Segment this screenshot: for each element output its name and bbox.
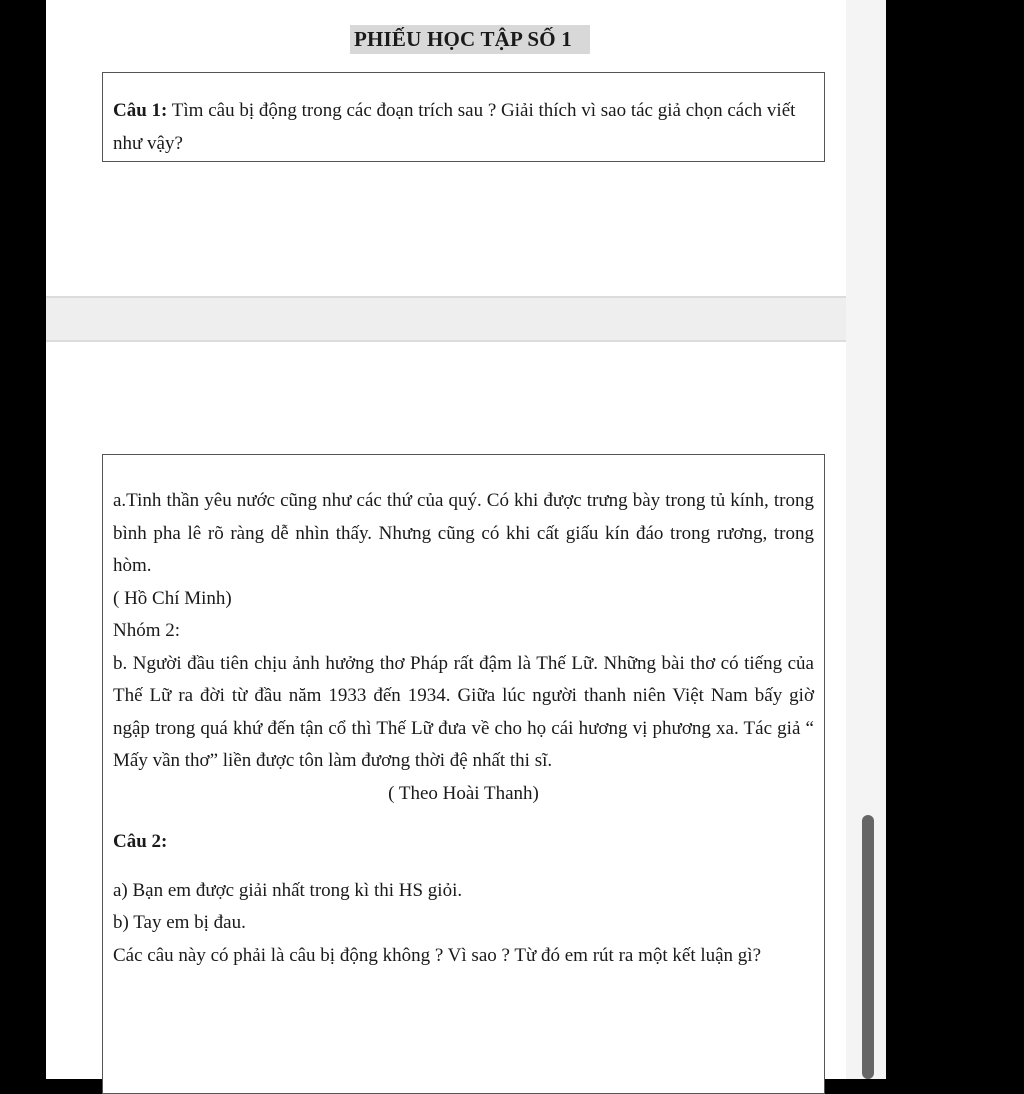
question-2-sentence-b: b) Tay em bị đau.: [113, 912, 246, 933]
question-2-sentence-a: a) Bạn em được giải nhất trong kì thi HS giỏi.: [113, 879, 463, 901]
question-2-heading: [113, 826, 814, 859]
passages-box: [102, 454, 825, 1094]
group-label: Nhóm 2:: [113, 620, 181, 641]
question-2-label: Câu 2:: [113, 831, 168, 852]
document-page-2: [46, 342, 846, 1079]
scrollbar-thumb[interactable]: [862, 815, 874, 1079]
document-page-1: [46, 0, 846, 296]
passage-b-source: ( Theo Hoài Thanh): [388, 782, 539, 804]
document-viewer: [46, 0, 886, 1079]
question-1-text: [113, 95, 814, 160]
page-separator: [46, 296, 846, 342]
question-1-prompt: Tìm câu bị động trong các đoạn trích sau ? Giải thích vì sao tác giả chọn cách viết như vậy?: [113, 100, 796, 154]
worksheet-title: PHIẾU HỌC TẬP SỐ 1: [350, 25, 590, 54]
question-1-label: Câu 1:: [113, 100, 168, 121]
passage-a-text: a.Tinh thần yêu nước cũng như các thứ của quý. Có khi được trưng bày trong tủ kính, trong bình pha lê rõ ràng dễ nhìn thấy. Nhưng cũng có khi cất giấu kín đáo trong rương, trong hòm.: [113, 490, 814, 576]
passage-b-text: b. Người đầu tiên chịu ảnh hưởng thơ Pháp rất đậm là Thế Lữ. Những bài thơ có tiếng của Thế Lữ ra đời từ đầu năm 1933 đến 1934. Giữa lúc người thanh niên Việt Nam bấy giờ ngập trong quá khứ đến tận cổ thì Thế Lữ đưa về cho họ cái hương vị phương xa. Tác giả “ Mấy vần thơ” liền được tôn làm đương thời đệ nhất thi sĩ.: [113, 652, 814, 771]
passage-a-source: ( Hồ Chí Minh): [113, 587, 232, 609]
question-2-prompt: Các câu này có phải là câu bị động không ? Vì sao ? Từ đó em rút ra một kết luận gì?: [113, 944, 762, 966]
question-1-box: [102, 72, 825, 162]
